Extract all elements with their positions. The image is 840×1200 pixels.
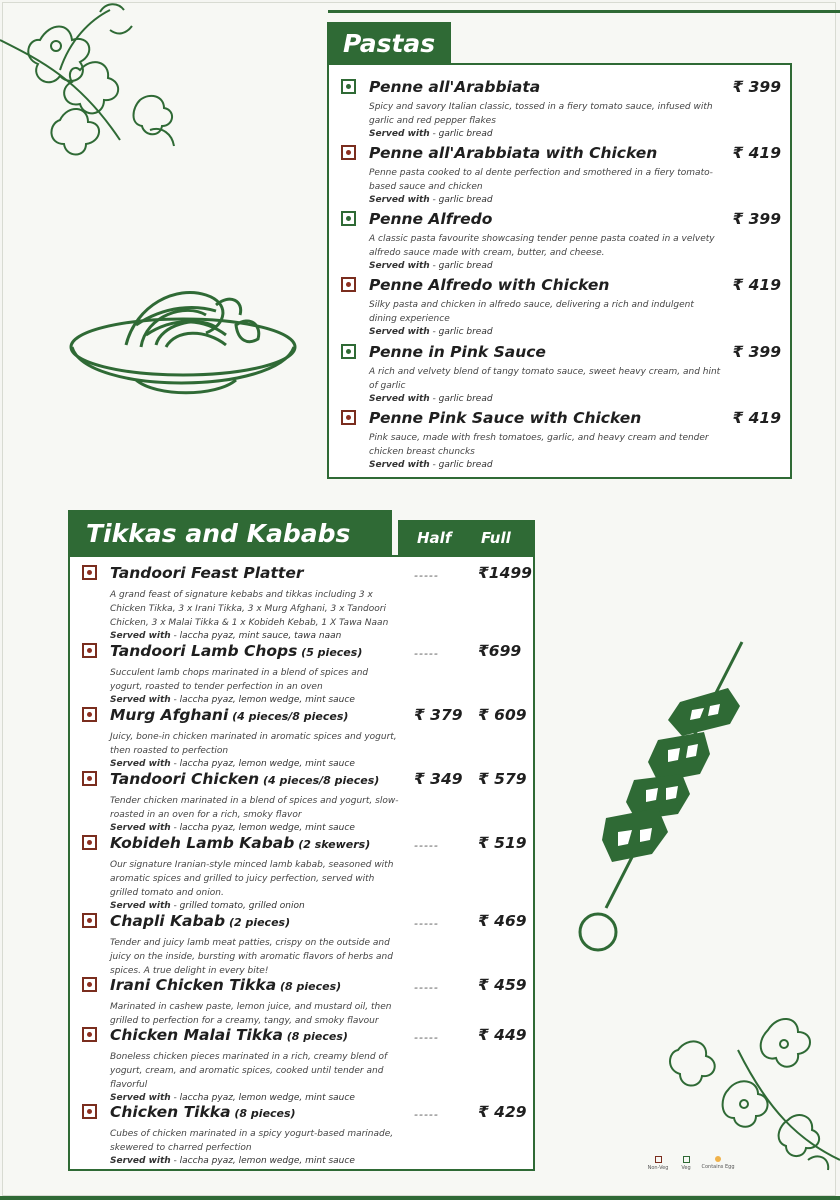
bottom-divider bbox=[0, 1196, 840, 1200]
full-price: ₹ 579 bbox=[478, 770, 527, 788]
kabab-skewer-icon bbox=[570, 640, 750, 960]
flower-decoration-icon bbox=[0, 0, 200, 190]
half-price: ----- bbox=[414, 569, 439, 582]
half-price: ----- bbox=[414, 917, 439, 930]
full-price: ₹ 519 bbox=[478, 834, 527, 852]
tikkas-kababs-section bbox=[68, 555, 535, 1171]
list-item bbox=[82, 769, 532, 835]
item-description: Tender and juicy lamb meat patties, crispy on the outside and juicy on the inside, bursting with aromatic flavors of herbs and spices. A true delight in every bite! bbox=[110, 938, 393, 976]
item-description: A grand feast of signature kebabs and tikkas including 3 x Chicken Tikka, 3 x Irani Tikka, 3 x Murg Afghani, 3 x Tandoori Chicken, 3 x Malai Tikka & 1 x Kobideh Kebab, 1 X Tawa Naan bbox=[110, 590, 389, 628]
item-description: A rich and velvety blend of tangy tomato sauce, sweet heavy cream, and hint of garlic bbox=[369, 367, 721, 391]
item-name: Kobideh Lamb Kabab (2 skewers) bbox=[110, 834, 371, 852]
veg-icon bbox=[683, 1156, 690, 1163]
item-description: Cubes of chicken marinated in a spicy yogurt-based marinade, skewered to charred perfection bbox=[110, 1129, 394, 1153]
pastas-title: Pastas bbox=[327, 22, 451, 65]
price-column-header bbox=[398, 520, 535, 557]
item-name: Irani Chicken Tikka (8 pieces) bbox=[110, 976, 342, 994]
item-description: Penne pasta cooked to al dente perfection and smothered in a fiery tomato-based sauce and chicken bbox=[369, 168, 713, 192]
item-name: Penne all'Arabbiata with Chicken bbox=[369, 144, 658, 162]
item-name: Penne Pink Sauce with Chicken bbox=[369, 409, 642, 427]
list-item bbox=[82, 705, 532, 771]
tikkas-kababs-title: Tikkas and Kababs bbox=[68, 510, 392, 557]
served-with: Served with - grilled tomato, grilled onion bbox=[110, 901, 305, 911]
half-price: ----- bbox=[414, 981, 439, 994]
item-price: ₹ 419 bbox=[732, 276, 781, 294]
item-name: Tandoori Chicken (4 pieces/8 pieces) bbox=[110, 770, 380, 788]
half-price: ₹ 379 bbox=[414, 706, 463, 724]
item-description: Spicy and savory Italian classic, tossed in a fiery tomato sauce, infused with garlic and red pepper flakes bbox=[369, 102, 713, 126]
item-name: Penne Alfredo with Chicken bbox=[369, 276, 610, 294]
list-item bbox=[82, 1025, 532, 1105]
item-description: A classic pasta favourite showcasing tender penne pasta coated in a velvety alfredo sauce made with cream, butter, and cheese. bbox=[369, 234, 715, 258]
half-price: ----- bbox=[414, 1108, 439, 1121]
list-item bbox=[82, 563, 532, 643]
full-price: ₹699 bbox=[478, 642, 522, 660]
item-name: Murg Afghani (4 pieces/8 pieces) bbox=[110, 706, 349, 724]
top-divider bbox=[328, 10, 840, 13]
half-column-label: Half bbox=[417, 529, 452, 547]
served-with: Served with - garlic bread bbox=[369, 195, 493, 205]
item-name: Tandoori Lamb Chops (5 pieces) bbox=[110, 642, 363, 660]
list-item bbox=[82, 833, 532, 913]
full-price: ₹ 429 bbox=[478, 1103, 527, 1121]
list-item bbox=[341, 143, 781, 207]
full-price: ₹ 609 bbox=[478, 706, 527, 724]
item-description: Juicy, bone-in chicken marinated in aromatic spices and yogurt, then roasted to perfection bbox=[110, 732, 397, 756]
item-description: Succulent lamb chops marinated in a blend of spices and yogurt, roasted to tender perfection in an oven bbox=[110, 668, 369, 692]
served-with: Served with - garlic bread bbox=[369, 460, 493, 470]
non-veg-icon bbox=[655, 1156, 662, 1163]
item-name: Tandoori Feast Platter bbox=[110, 564, 304, 582]
item-description: Silky pasta and chicken in alfredo sauce, delivering a rich and indulgent dining experience bbox=[369, 300, 694, 324]
served-with: Served with - garlic bread bbox=[369, 327, 493, 337]
list-item bbox=[82, 1102, 532, 1168]
item-price: ₹ 419 bbox=[732, 144, 781, 162]
full-column-label: Full bbox=[481, 529, 511, 547]
served-with: Served with - laccha pyaz, mint sauce, tawa naan bbox=[110, 631, 342, 641]
item-description: Marinated in cashew paste, lemon juice, and mustard oil, then grilled to perfection for a creamy, tangy, and smoky flavour bbox=[110, 1002, 392, 1026]
full-price: ₹ 459 bbox=[478, 976, 527, 994]
half-price: ----- bbox=[414, 1031, 439, 1044]
served-with: Served with - laccha pyaz, lemon wedge, mint sauce bbox=[110, 759, 355, 769]
half-price: ₹ 349 bbox=[414, 770, 463, 788]
legend-non-veg: Non-Veg bbox=[640, 1156, 676, 1171]
list-item bbox=[341, 275, 781, 339]
half-price: ----- bbox=[414, 839, 439, 852]
item-name: Chapli Kabab (2 pieces) bbox=[110, 912, 291, 930]
item-name: Penne Alfredo bbox=[369, 210, 493, 228]
served-with: Served with - garlic bread bbox=[369, 394, 493, 404]
legend-veg: Veg bbox=[668, 1156, 704, 1171]
item-price: ₹ 399 bbox=[732, 78, 781, 96]
served-with: Served with - laccha pyaz, lemon wedge, mint sauce bbox=[110, 823, 355, 833]
pastas-section bbox=[327, 63, 792, 479]
served-with: Served with - garlic bread bbox=[369, 261, 493, 271]
item-price: ₹ 399 bbox=[732, 343, 781, 361]
item-price: ₹ 419 bbox=[732, 409, 781, 427]
item-description: Boneless chicken pieces marinated in a rich, creamy blend of yogurt, cream, and aromatic spices, cooked until tender and flavorful bbox=[110, 1052, 388, 1090]
served-with: Served with - laccha pyaz, lemon wedge, mint sauce bbox=[110, 695, 355, 705]
list-item bbox=[341, 77, 781, 141]
diet-legend bbox=[640, 1156, 750, 1178]
legend-egg: Contains Egg bbox=[700, 1156, 736, 1170]
list-item bbox=[82, 911, 532, 978]
pasta-bowl-icon bbox=[66, 285, 302, 403]
item-price: ₹ 399 bbox=[732, 210, 781, 228]
item-description: Tender chicken marinated in a blend of spices and yogurt, slow-roasted in an oven for a rich, smoky flavor bbox=[110, 796, 399, 820]
served-with: Served with - garlic bread bbox=[369, 129, 493, 139]
half-price: ----- bbox=[414, 647, 439, 660]
item-description: Our signature Iranian-style minced lamb kabab, seasoned with aromatic spices and grilled to juicy perfection, served with grilled tomato and onion. bbox=[110, 860, 394, 898]
list-item bbox=[341, 342, 781, 406]
full-price: ₹ 469 bbox=[478, 912, 527, 930]
served-with: Served with - laccha pyaz, lemon wedge, mint sauce bbox=[110, 1156, 355, 1166]
list-item bbox=[341, 408, 781, 472]
full-price: ₹ 449 bbox=[478, 1026, 527, 1044]
list-item bbox=[82, 975, 532, 1028]
item-name: Chicken Malai Tikka (8 pieces) bbox=[110, 1026, 348, 1044]
egg-icon bbox=[715, 1156, 721, 1162]
list-item bbox=[341, 209, 781, 273]
item-name: Penne all'Arabbiata bbox=[369, 78, 541, 96]
item-name: Penne in Pink Sauce bbox=[369, 343, 546, 361]
full-price: ₹1499 bbox=[478, 564, 532, 582]
served-with: Served with - laccha pyaz, lemon wedge, mint sauce bbox=[110, 1093, 355, 1103]
list-item bbox=[82, 641, 532, 707]
item-name: Chicken Tikka (8 pieces) bbox=[110, 1103, 296, 1121]
item-description: Pink sauce, made with fresh tomatoes, garlic, and heavy cream and tender chicken breast chuncks bbox=[369, 433, 709, 457]
